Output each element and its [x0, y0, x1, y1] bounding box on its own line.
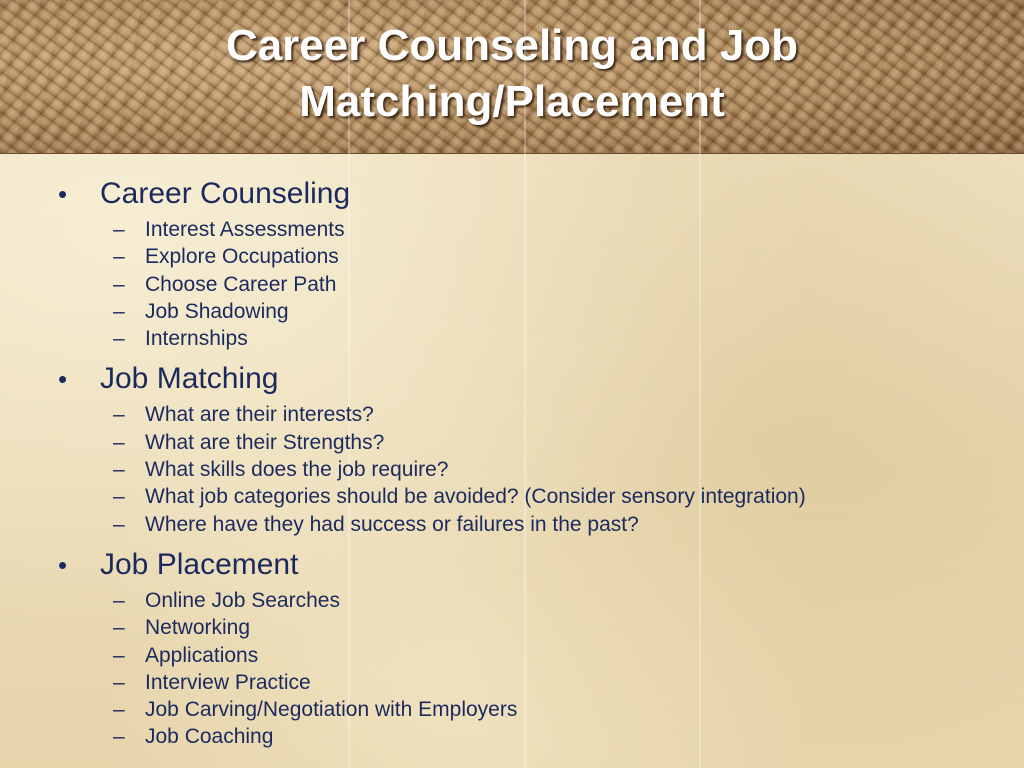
list-item: – What skills does the job require? — [0, 456, 1024, 483]
section-items — [0, 587, 1024, 751]
slide-body — [0, 172, 1024, 751]
list-item: – Job Coaching — [0, 723, 1024, 750]
list-item: – Job Shadowing — [0, 298, 1024, 325]
list-item: – Interview Practice — [0, 669, 1024, 696]
list-item: – Internships — [0, 325, 1024, 352]
list-item: – Where have they had success or failures in the past? — [0, 511, 1024, 538]
list-item: – Choose Career Path — [0, 271, 1024, 298]
slide-title-line-2: Matching/Placement — [299, 77, 725, 126]
list-item: – What are their interests? — [0, 401, 1024, 428]
section-items — [0, 401, 1024, 537]
list-item: – Online Job Searches — [0, 587, 1024, 614]
list-item: – What are their Strengths? — [0, 429, 1024, 456]
slide-title — [0, 18, 1024, 130]
section-career-counseling — [0, 172, 1024, 352]
slide-header — [0, 0, 1024, 154]
list-item: – Interest Assessments — [0, 216, 1024, 243]
section-heading: • Job Matching — [0, 357, 1024, 401]
list-item: – Job Carving/Negotiation with Employers — [0, 696, 1024, 723]
list-item: – Explore Occupations — [0, 243, 1024, 270]
list-item: – Networking — [0, 614, 1024, 641]
section-job-matching — [0, 357, 1024, 537]
section-heading: • Job Placement — [0, 543, 1024, 587]
slide-title-line-1: Career Counseling and Job — [225, 21, 799, 70]
section-heading: • Career Counseling — [0, 172, 1024, 216]
section-job-placement — [0, 543, 1024, 751]
section-items — [0, 216, 1024, 352]
list-item: – Applications — [0, 642, 1024, 669]
list-item: – What job categories should be avoided? (Consider sensory integration) — [0, 483, 1024, 510]
